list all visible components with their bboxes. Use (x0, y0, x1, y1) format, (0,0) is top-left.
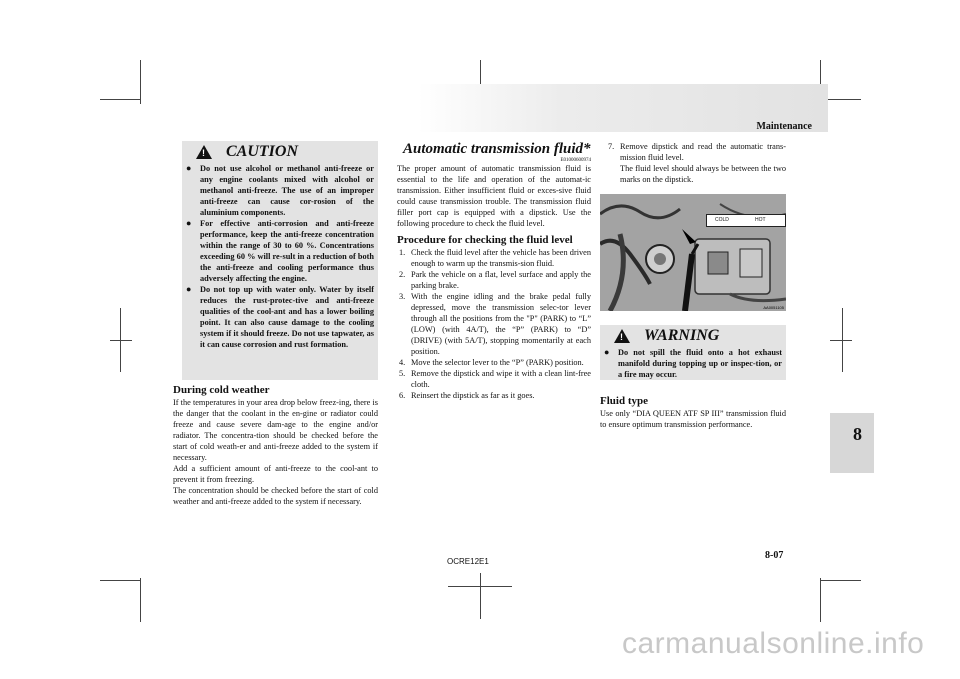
atf-title: Automatic transmission fluid* (403, 141, 591, 157)
fluid-type-section (600, 394, 786, 430)
bullet-icon: ● (604, 347, 610, 357)
document-code: OCRE12E1 (447, 557, 489, 566)
cold-weather-heading: During cold weather (173, 384, 270, 396)
step-7 (606, 141, 786, 185)
caution-item-text: For effective anti-corrosion and anti-freeze performance, keep the anti-freeze concentration within the range of 30 to 60 %. Concentrations exceeding 60 % will re-sult in a reduction of both the anti-freeze and cooling performance thus adversely affecting the engine. (200, 219, 374, 283)
cold-weather-body-3: The concentration should be checked before the start of cold weather and anti-freeze added to the system if necessary. (173, 486, 378, 506)
cold-label: COLD (715, 217, 729, 223)
dipstick-figure (600, 194, 786, 311)
atf-intro: The proper amount of automatic transmission fluid is essential to the life and operation of the automat-ic transmission. Either insufficient fluid or exces-sive fluid could cause transmission trouble. The transmission fluid filler port cap is equipped with a dipstick. Use the following procedure to check the fluid level. (397, 164, 591, 228)
warning-list (600, 347, 786, 380)
engine-bay-illustration (600, 194, 786, 311)
procedure-step: 5. Remove the dipstick and wipe it with a clean lint-free cloth. (399, 369, 591, 389)
warning-item (604, 347, 782, 380)
procedure-step: 2. Park the vehicle on a flat, level surface and apply the parking brake. (399, 270, 591, 290)
fluid-type-heading: Fluid type (600, 395, 648, 407)
warning-box (600, 325, 786, 380)
dipstick-gauge (706, 214, 786, 227)
chapter-number: 8 (853, 424, 862, 444)
chapter-tab (830, 413, 874, 473)
page-header-title: Maintenance (756, 121, 812, 132)
figure-code: AA0051105 (763, 305, 784, 310)
page-number: 8-07 (765, 550, 784, 561)
warning-item-text: Do not spill the fluid onto a hot exhaust manifold during topping up or inspec-tion, or a fire may occur. (618, 348, 782, 379)
procedure-step: 1. Check the fluid level after the vehicle has been driven enough to warm up the transmis-sion fluid. (399, 248, 591, 268)
caution-box (182, 141, 378, 380)
caution-item-text: Do not use alcohol or methanol anti-freeze or any engine coolants mixed with alcohol or methanol anti-freeze. The use of an improper anti-freeze can cause cor-rosion of the aluminium components. (200, 164, 374, 217)
caution-item (186, 218, 374, 284)
procedure-step: 7. Remove dipstick and read the automatic trans-mission fluid level. The fluid level should always be between the two marks on the dipstick. (608, 142, 786, 184)
cold-weather-section (173, 383, 378, 507)
bullet-icon: ● (186, 163, 192, 173)
bullet-icon: ● (186, 218, 192, 228)
caution-list (182, 163, 378, 350)
warning-triangle-icon: ! (614, 329, 630, 343)
warning-header (600, 325, 786, 347)
procedure-step: 4. Move the selector lever to the “P” (PARK) position. (399, 358, 584, 367)
procedure-steps (397, 247, 591, 401)
watermark: carmanualsonline.info (622, 627, 925, 660)
cold-weather-body-1: If the temperatures in your area drop below freez-ing, there is the danger that the coolant in the en-gine or radiator could freeze and cause severe dam-age to the engine and/or radiator. The concentra-tion should be checked before the start of cold weath-er and anti-freeze added to the system if necessary. (173, 398, 378, 462)
bullet-icon: ● (186, 284, 192, 294)
warning-title: WARNING (644, 327, 720, 344)
caution-item (186, 284, 374, 350)
atf-code: E01000600974 (560, 158, 591, 163)
caution-item-text: Do not top up with water only. Water by itself reduces the rust-protec-tive and anti-freeze qualities of the cool-ant and has a lower boiling point. It can also cause damage to the cooling system if it should freeze. Do not use tapwater, as it can cause corrosion and rust formation. (200, 285, 374, 349)
caution-title: CAUTION (226, 143, 299, 160)
caution-item (186, 163, 374, 218)
hot-label: HOT (755, 217, 766, 223)
procedure-heading: Procedure for checking the fluid level (397, 234, 573, 246)
procedure-step: 3. With the engine idling and the brake pedal fully depressed, move the transmission selec-tor lever through all the positions from the "P" (PARK) to “L” (LOW) (with 4A/T), the “P” (PARK) to “D” (DRIVE) (with 5A/T), stopping momentarily at each position. (399, 292, 591, 356)
procedure-step: 6. Reinsert the dipstick as far as it goes. (399, 391, 535, 400)
caution-header (182, 141, 378, 163)
cold-weather-body-2: Add a sufficient amount of anti-freeze to the cool-ant to prevent it from freezing. (173, 464, 378, 484)
warning-triangle-icon: ! (196, 145, 212, 159)
atf-section (397, 140, 591, 401)
fluid-type-body: Use only “DIA QUEEN ATF SP III” transmission fluid to ensure optimum transmission performance. (600, 409, 786, 429)
